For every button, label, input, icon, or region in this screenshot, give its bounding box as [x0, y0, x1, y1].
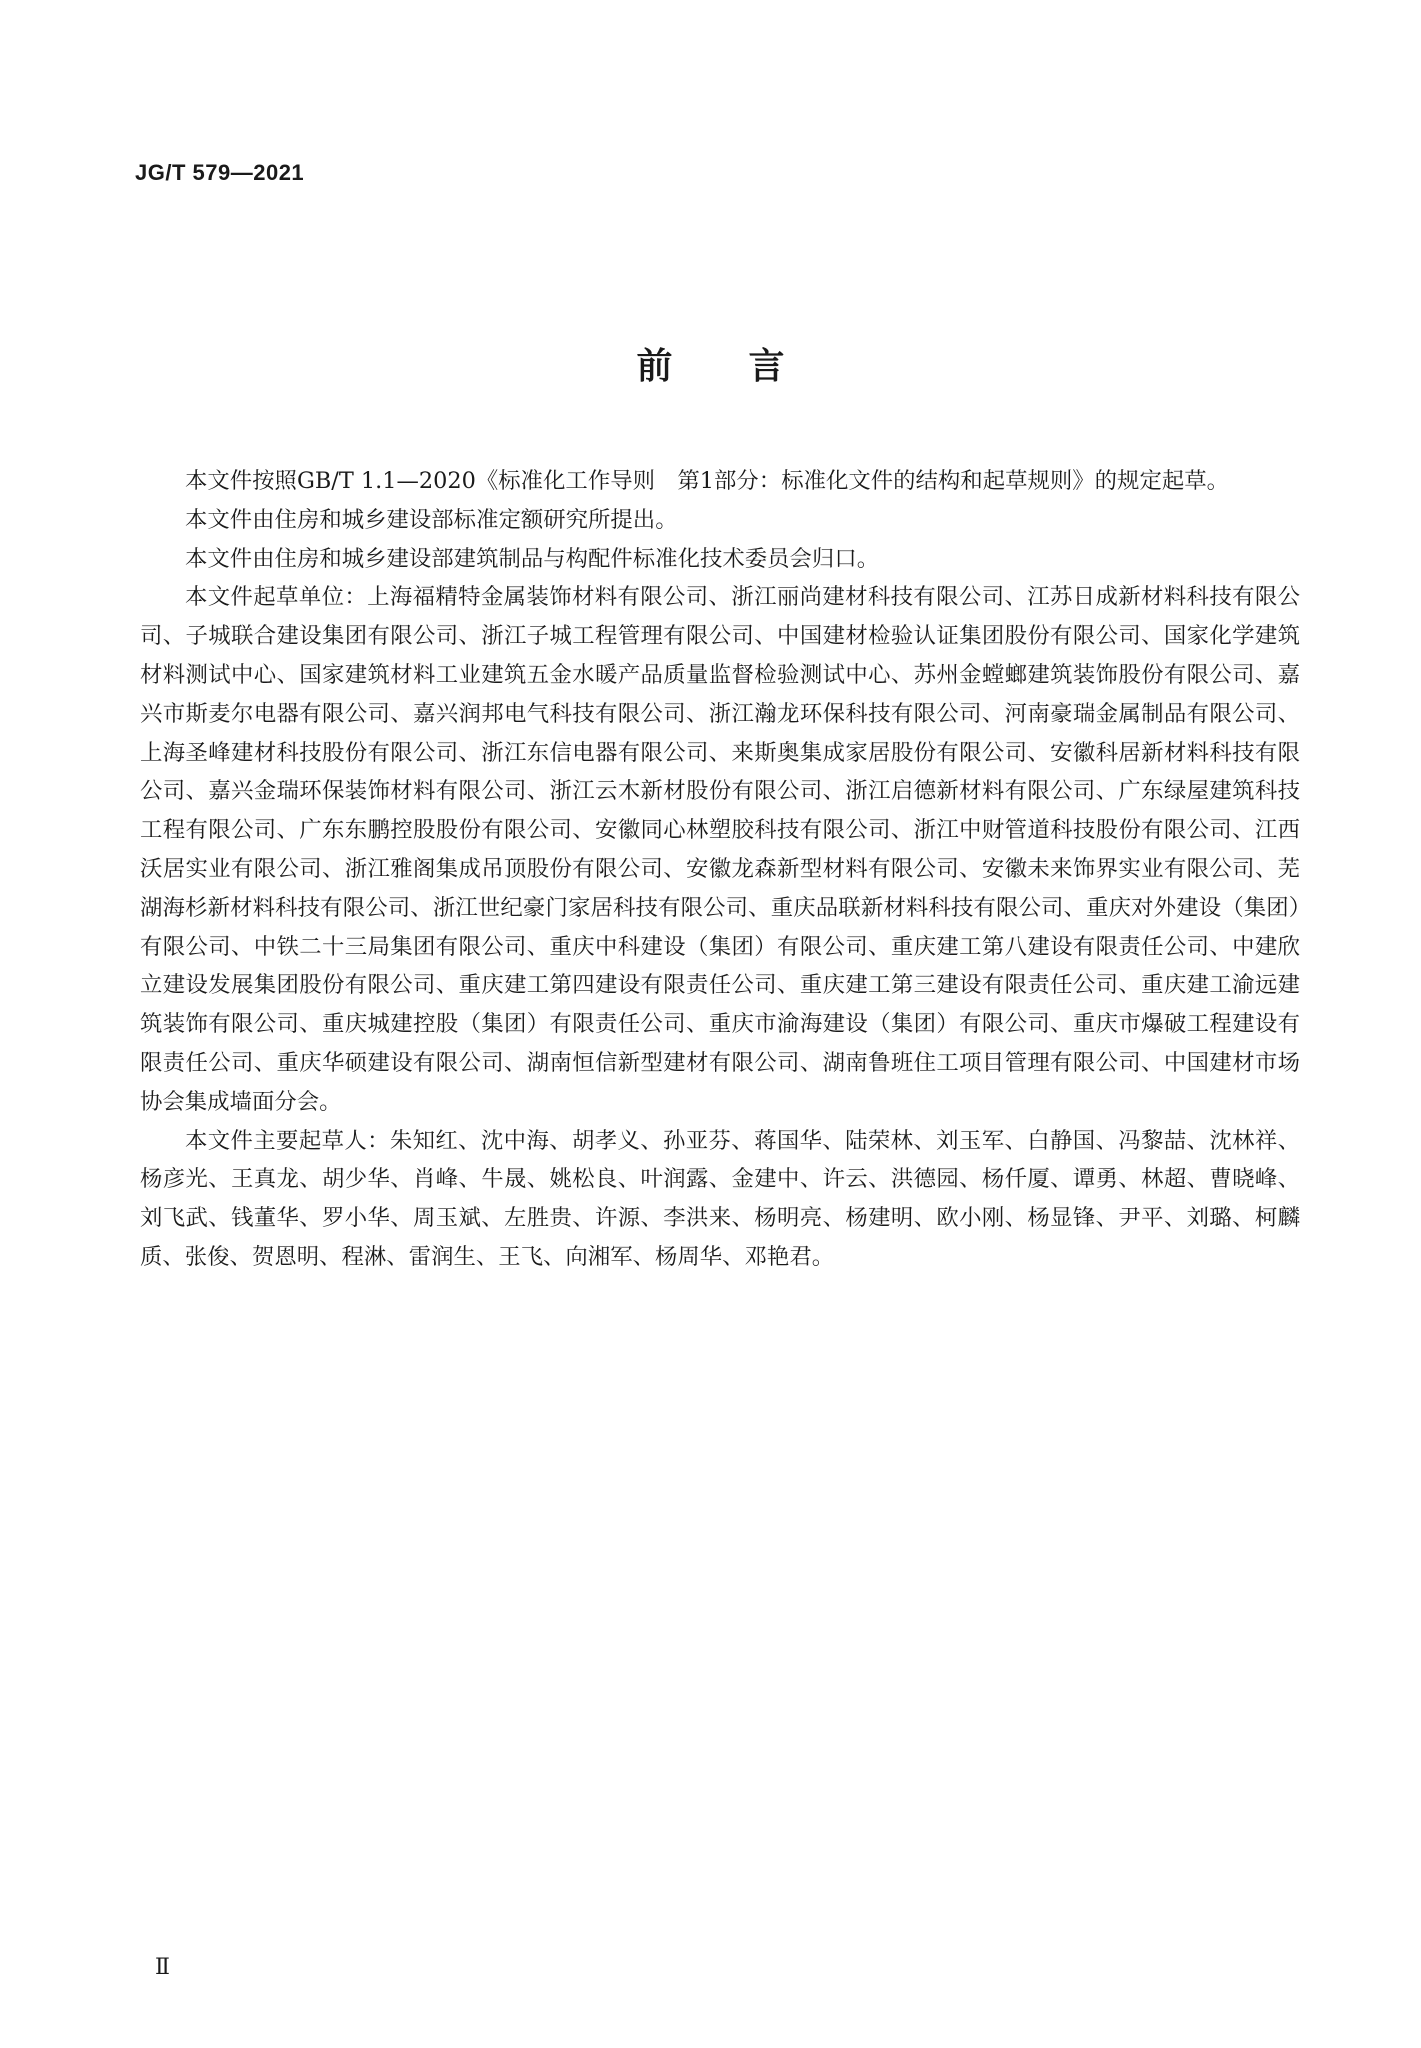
paragraph-drafting-units: 本文件起草单位：上海福精特金属装饰材料有限公司、浙江丽尚建材科技有限公司、江苏日成新材料科技有限公司、子城联合建设集团有限公司、浙江子城工程管理有限公司、中国建材检验认证集团股份有限公司、国家化学建筑材料测试中心、国家建筑材料工业建筑五金水暖产品质量监督检验测试中心、苏州金螳螂建筑装饰股份有限公司、嘉兴市斯麦尔电器有限公司、嘉兴润邦电气科技有限公司、浙江瀚龙环保科技有限公司、河南豪瑞金属制品有限公司、上海圣峰建材科技股份有限公司、浙江东信电器有限公司、来斯奥集成家居股份有限公司、安徽科居新材料科技有限公司、嘉兴金瑞环保装饰材料有限公司、浙江云木新材股份有限公司、浙江启德新材料有限公司、广东绿屋建筑科技工程有限公司、广东东鹏控股股份有限公司、安徽同心林塑胶科技有限公司、浙江中财管道科技股份有限公司、江西沃居实业有限公司、浙江雅阁集成吊顶股份有限公司、安徽龙森新型材料有限公司、安徽未来饰界实业有限公司、芜湖海杉新材料科技有限公司、浙江世纪豪门家居科技有限公司、重庆品联新材料科技有限公司、重庆对外建设（集团）有限公司、中铁二十三局集团有限公司、重庆中科建设（集团）有限公司、重庆建工第八建设有限责任公司、中建欣立建设发展集团股份有限公司、重庆建工第四建设有限责任公司、重庆建工第三建设有限责任公司、重庆建工渝远建筑装饰有限公司、重庆城建控股（集团）有限责任公司、重庆市渝海建设（集团）有限公司、重庆市爆破工程建设有限责任公司、重庆华硕建设有限公司、湖南恒信新型建材有限公司、湖南鲁班住工项目管理有限公司、中国建材市场协会集成墙面分会。: [140, 584, 1300, 1115]
page-title: [0, 338, 1421, 389]
page-number: Ⅱ: [155, 1955, 170, 1980]
paragraph-committee: 本文件由住房和城乡建设部建筑制品与构配件标准化技术委员会归口。: [185, 545, 880, 572]
standard-number: JG/T 579—2021: [135, 160, 305, 185]
foreword-body: [140, 462, 1300, 1277]
title-char-1: 前: [636, 346, 673, 387]
paragraph-drafters: 本文件主要起草人：朱知红、沈中海、胡孝义、孙亚芬、蒋国华、陆荣林、刘玉军、白静国、冯黎喆、沈林祥、杨彦光、王真龙、胡少华、肖峰、牛晟、姚松良、叶润露、金建中、许云、洪德园、杨仟厦、谭勇、林超、曹晓峰、刘飞武、钱董华、罗小华、周玉斌、左胜贵、许源、李洪来、杨明亮、杨建明、欧小刚、杨显锋、尹平、刘璐、柯麟质、张俊、贺恩明、程淋、雷润生、王飞、向湘军、杨周华、邓艳君。: [140, 1127, 1300, 1270]
title-char-2: 言: [748, 346, 785, 387]
paragraph-proposer: 本文件由住房和城乡建设部标准定额研究所提出。: [185, 506, 678, 533]
paragraph-drafting-rules: 本文件按照GB/T 1.1—2020《标准化工作导则 第1部分：标准化文件的结构和起草规则》的规定起草。: [185, 468, 1230, 494]
